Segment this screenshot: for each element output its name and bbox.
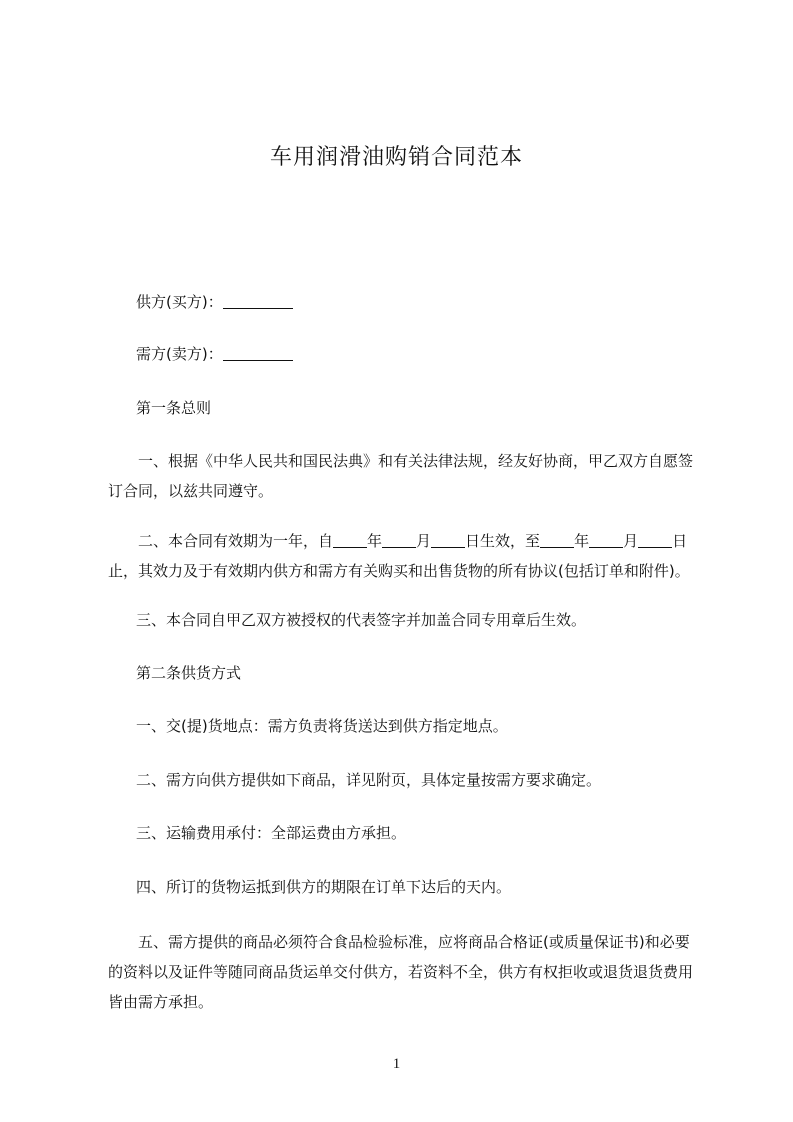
article1-heading: 第一条总则 [136,399,212,417]
buyer-blank [223,345,293,361]
validity-end-month-text: 月 [623,532,639,550]
page-number: 1 [392,1056,401,1072]
article2-item-3: 三、运输费用承付：全部运费由方承担。 [136,824,407,842]
end-year-blank [540,532,574,548]
validity-year-text: 年 [367,532,383,550]
validity-text-start: 二、本合同有效期为一年，自 [138,532,334,550]
start-day-blank [431,532,465,548]
buyer-line [136,343,293,365]
end-month-blank [589,532,623,548]
article1-paragraph-3: 三、本合同自甲乙双方被授权的代表签字并加盖合同专用章后生效。 [136,611,587,629]
article2-item-2: 二、需方向供方提供如下商品，详见附页，具体定量按需方要求确定。 [136,771,602,789]
start-year-blank [333,532,367,548]
article1-paragraph-1-text: 一、根据《中华人民共和国民法典》和有关法律法规，经友好协商，甲乙双方自愿签订合同，以兹共同遵守。 [108,452,694,500]
validity-effective-text: 日生效，至 [465,532,541,550]
article2-item-1: 一、交(提)货地点：需方负责将货送达到供方指定地点。 [136,717,508,735]
validity-end-year-text: 年 [574,532,590,550]
article2-item-4: 四、所订的货物运抵到供方的期限在订单下达后的天内。 [136,878,512,896]
article1-paragraph-1 [108,446,704,506]
validity-month-text: 月 [416,532,432,550]
buyer-label: 需方(卖方)： [136,345,223,363]
supplier-blank [223,293,293,309]
document-title: 车用润滑油购销合同范本 [269,145,523,170]
supplier-line [136,291,293,313]
validity-text-end: 日止，其效力及于有效期内供方和需方有关购买和出售货物的所有协议(包括订单和附件)。 [108,532,690,580]
end-day-blank [638,532,672,548]
article1-paragraph-2 [108,526,704,586]
article2-heading: 第二条供货方式 [136,664,242,682]
start-month-blank [382,532,416,548]
article2-paragraph-5-text: 五、需方提供的商品必须符合食品检验标准，应将商品合格证(或质量保证书)和必要的资料以及证件等随同商品货运单交付供方，若资料不全，供方有权拒收或退货退货费用皆由需方承担。 [108,933,694,1011]
supplier-label: 供方(买方)： [136,293,223,311]
article2-paragraph-5 [108,927,704,1017]
